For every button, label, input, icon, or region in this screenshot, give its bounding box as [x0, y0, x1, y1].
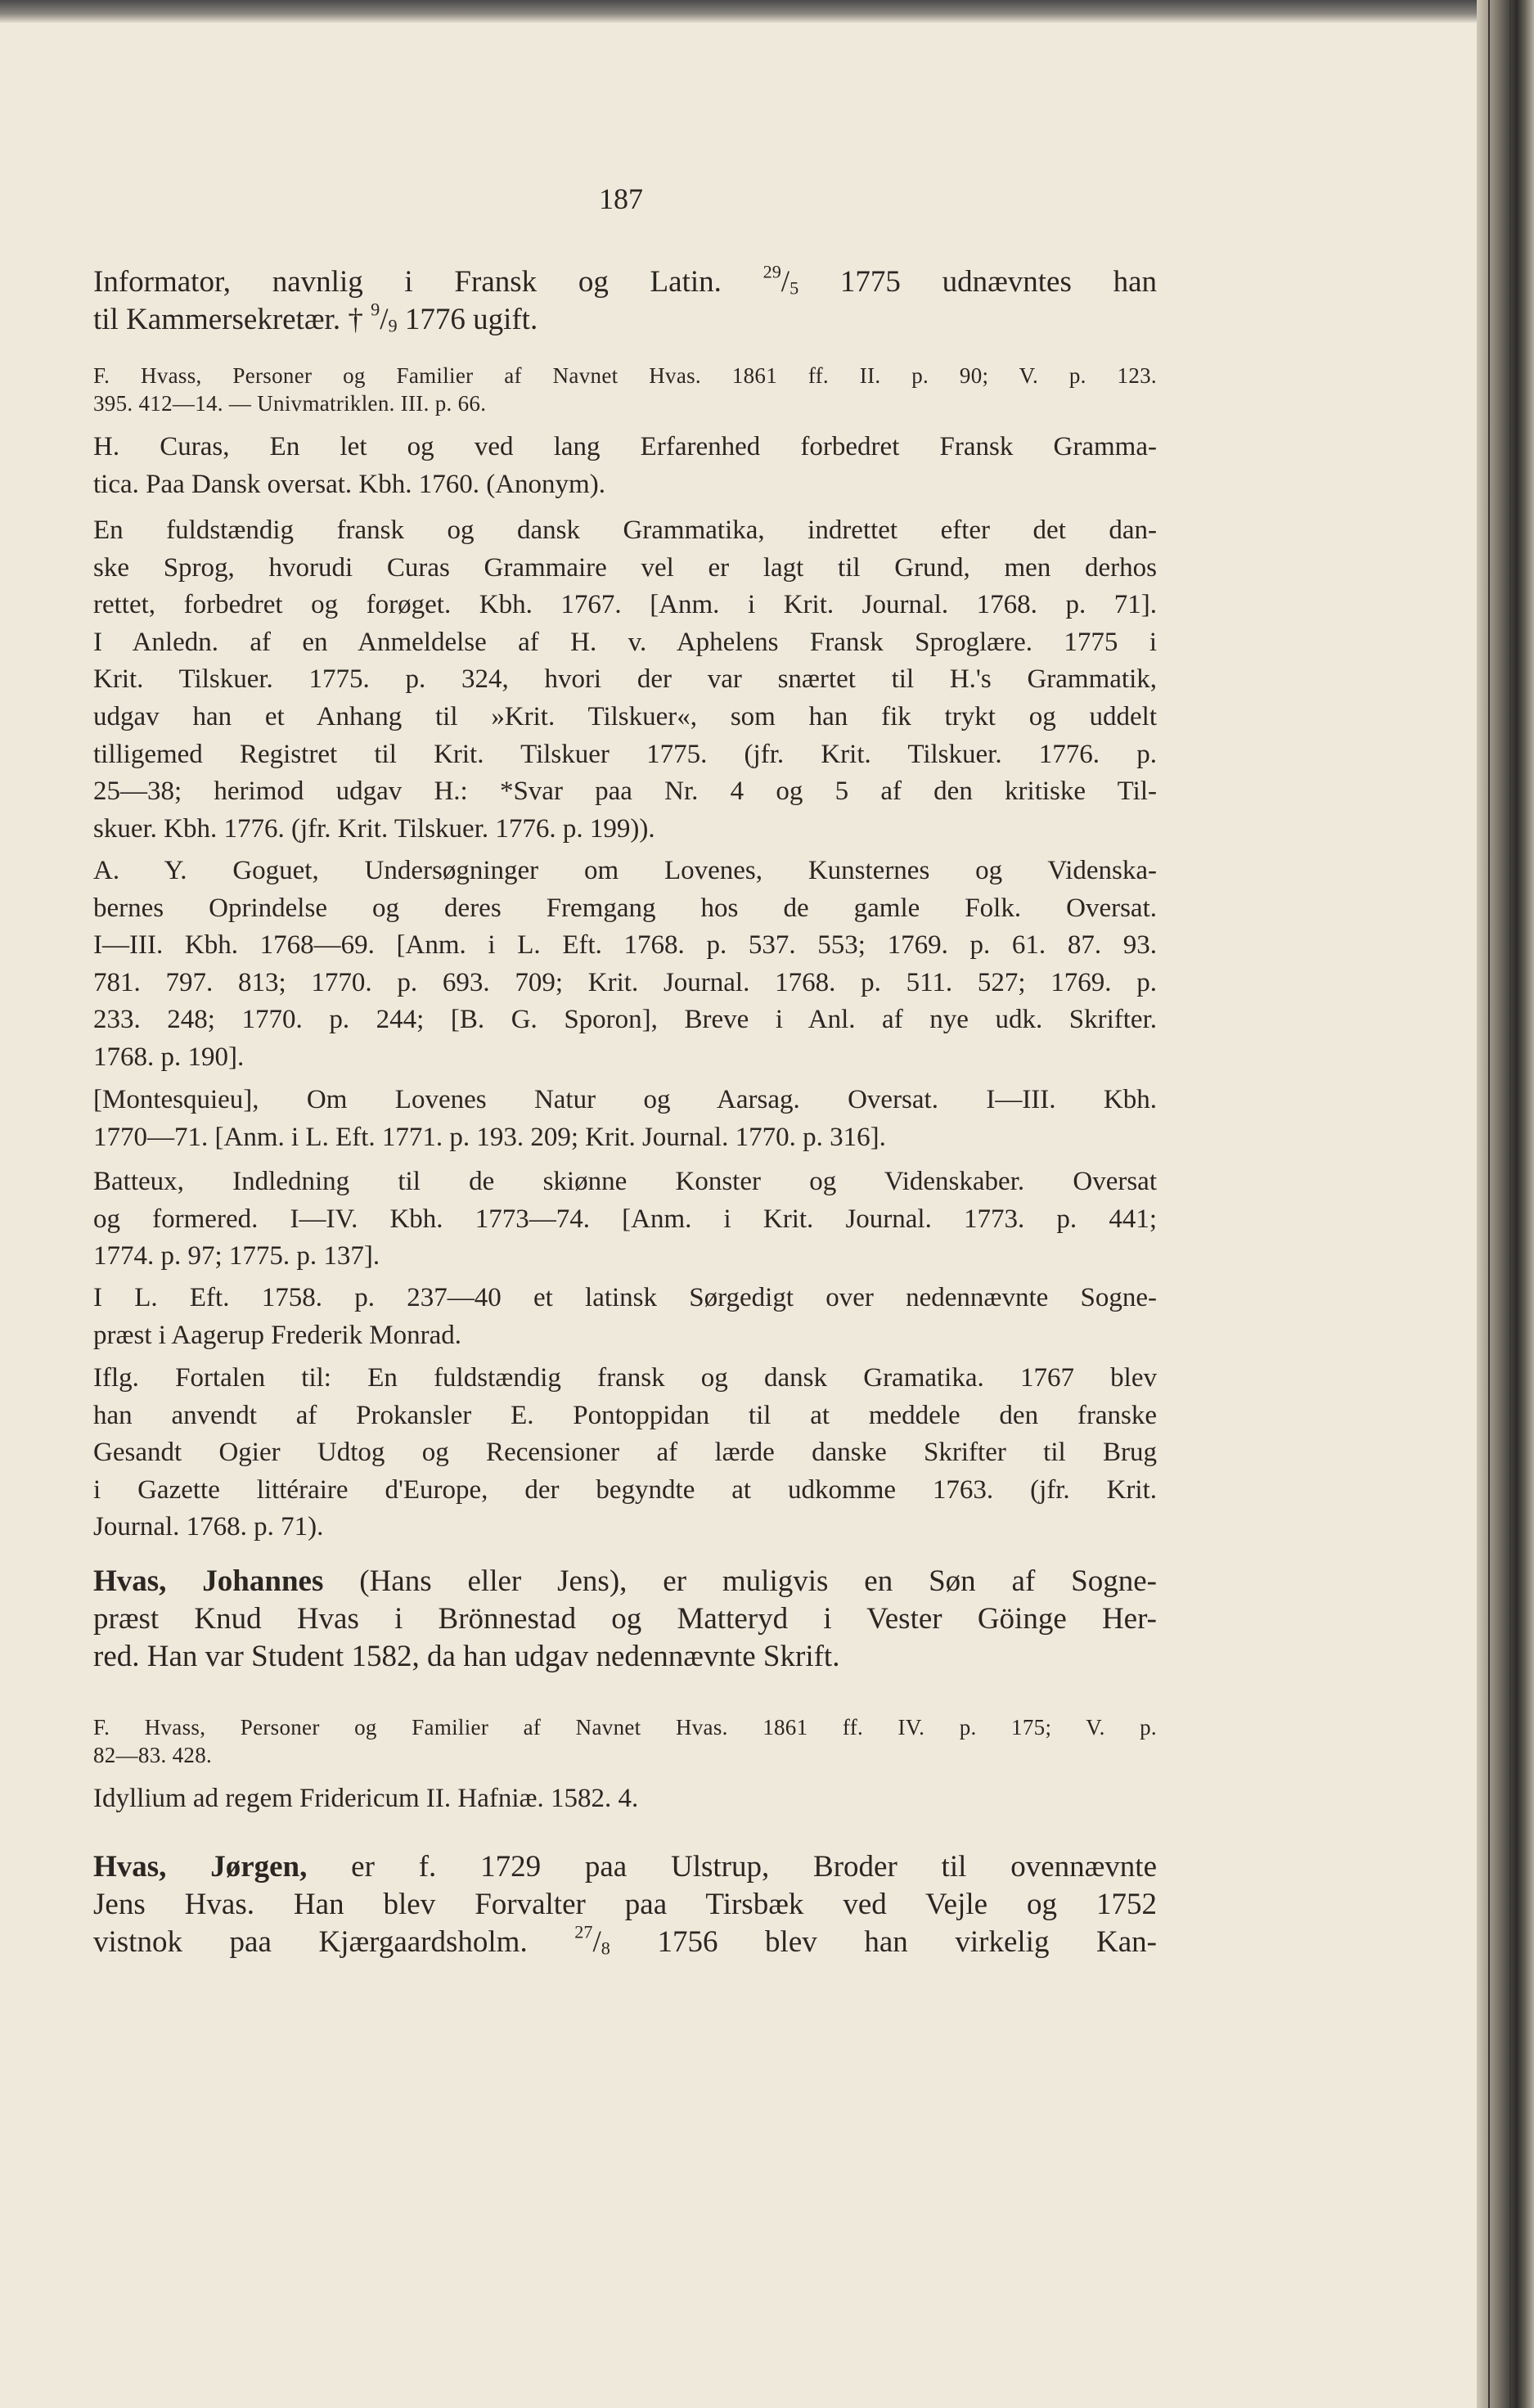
text-line: Gesandt Ogier Udtog og Recensioner af lærde danske Skrifter til Brug	[93, 1438, 1157, 1468]
work-entry	[93, 1780, 1157, 1818]
text-line: A. Y. Goguet, Undersøgninger om Lovenes, Kunsternes og Videnska-	[93, 856, 1157, 885]
work-entry	[93, 1360, 1157, 1546]
text-line: i Gazette littéraire d'Europe, der begyndte at udkomme 1763. (jfr. Krit.	[93, 1474, 1157, 1505]
text-line: I L. Eft. 1758. p. 237—40 et latinsk Sørgedigt over nedennævnte Sogne-	[93, 1283, 1157, 1312]
text-line: Batteux, Indledning til de skiønne Konster og Videnskaber. Oversat	[93, 1167, 1157, 1196]
text-line: Idyllium ad regem Fridericum II. Hafniæ. 1582. 4.	[93, 1784, 639, 1813]
text-line: præst Knud Hvas i Brönnestad og Matteryd i Vester Göinge Her-	[93, 1602, 1157, 1636]
text-line: F. Hvass, Personer og Familier af Navnet Hvas. 1861 ff. II. p. 90; V. p. 123.	[93, 363, 1157, 388]
text-line: til Kammersekretær. † $^9/_9$ 1776 ugift.	[93, 299, 538, 336]
text-line: H. Curas, En let og ved lang Erfarenhed forbedret Fransk Gramma-	[93, 432, 1157, 461]
text-line: Iflg. Fortalen til: En fuldstændig fransk og dansk Gramatika. 1767 blev	[93, 1363, 1157, 1393]
spine-line	[1509, 0, 1511, 2408]
text-line: 1768. p. 190].	[93, 1042, 245, 1072]
text-line: Jens Hvas. Han blev Forvalter paa Tirsbæk ved Vejle og 1752	[93, 1888, 1157, 1921]
text-line: 395. 412—14. — Univmatriklen. III. p. 66.	[93, 391, 487, 416]
text-line: 25—38; herimod udgav H.: *Svar paa Nr. 4 og 5 af den kritiske Til-	[93, 776, 1157, 807]
work-entry	[93, 429, 1157, 503]
text-line: F. Hvass, Personer og Familier af Navnet Hvas. 1861 ff. IV. p. 175; V. p.	[93, 1715, 1157, 1740]
text-line: I Anledn. af en Anmeldelse af H. v. Aphelens Fransk Sproglære. 1775 i	[93, 627, 1157, 657]
text-line: red. Han var Student 1582, da han udgav nedennævnte Skrift.	[93, 1640, 840, 1673]
text-line: bernes Oprindelse og deres Fremgang hos de gamle Folk. Oversat.	[93, 893, 1157, 923]
text-line: Informator, navnlig i Fransk og Latin. $^{29}/_5$ 1775 udnævntes han	[93, 261, 1157, 299]
text-line: tica. Paa Dansk oversat. Kbh. 1760. (Anonym).	[93, 469, 605, 499]
work-entry	[93, 853, 1157, 1077]
text-line: ske Sprog, hvorudi Curas Grammaire vel er lagt til Grund, men derhos	[93, 552, 1157, 583]
text-line: Journal. 1768. p. 71).	[93, 1512, 324, 1542]
text-line: han anvendt af Prokansler E. Pontoppidan til at meddele den franske	[93, 1400, 1157, 1430]
entry-name: Hvas, Jørgen,	[93, 1850, 308, 1884]
text-line: og formered. I—IV. Kbh. 1773—74. [Anm. i Krit. Journal. 1773. p. 441;	[93, 1204, 1157, 1234]
text-line: tilligemed Registret til Krit. Tilskuer 1775. (jfr. Krit. Tilskuer. 1776. p.	[93, 739, 1157, 769]
text-line: 82—83. 428.	[93, 1743, 213, 1767]
text-line: 781. 797. 813; 1770. p. 693. 709; Krit. Journal. 1768. p. 511. 527; 1769. p.	[93, 967, 1157, 997]
text-line: vistnok paa Kjærgaardsholm. $^{27}/_8$ 1756 blev han virkelig Kan-	[93, 1921, 1157, 1959]
biography-entry	[93, 1848, 1157, 1961]
work-entry	[93, 1163, 1157, 1276]
work-entry	[93, 1280, 1157, 1354]
page-number: 187	[599, 182, 643, 215]
text-line: Krit. Tilskuer. 1775. p. 324, hvori der var snærtet til H.'s Grammatik,	[93, 664, 1157, 695]
page-top-edge	[0, 0, 1534, 23]
text-line: [Montesquieu], Om Lovenes Natur og Aarsag. Oversat. I—III. Kbh.	[93, 1085, 1157, 1114]
spine-line	[1488, 0, 1490, 2408]
book-spine	[1477, 0, 1534, 2408]
text-line: skuer. Kbh. 1776. (jfr. Krit. Tilskuer. 1776. p. 199)).	[93, 813, 655, 844]
text-line: I—III. Kbh. 1768—69. [Anm. i L. Eft. 1768. p. 537. 553; 1769. p. 61. 87. 93.	[93, 930, 1157, 961]
text-line: 1774. p. 97; 1775. p. 137].	[93, 1241, 380, 1272]
entry-intro	[93, 263, 1157, 339]
work-entry	[93, 1082, 1157, 1156]
text-line: 1770—71. [Anm. i L. Eft. 1771. p. 193. 209; Krit. Journal. 1770. p. 316].	[93, 1122, 886, 1152]
text-line: En fuldstændig fransk og dansk Grammatika, indrettet efter det dan-	[93, 515, 1157, 545]
text-line: udgav han et Anhang til »Krit. Tilskuer«, som han fik trykt og uddelt	[93, 701, 1157, 731]
text-line: 233. 248; 1770. p. 244; [B. G. Sporon], Breve i Anl. af nye udk. Skrifter.	[93, 1005, 1157, 1035]
entry-name: Hvas, Johannes	[93, 1564, 324, 1598]
biography-entry	[93, 1563, 1157, 1676]
work-entry	[93, 512, 1157, 848]
text-line: rettet, forbedret og forøget. Kbh. 1767. [Anm. i Krit. Journal. 1768. p. 71].	[93, 590, 1157, 620]
source-reference	[93, 362, 1157, 417]
text-line: Hvas, Johannes (Hans eller Jens), er muligvis en Søn af Sogne-	[93, 1564, 1157, 1598]
source-reference	[93, 1713, 1157, 1769]
text-line: Hvas, Jørgen, er f. 1729 paa Ulstrup, Broder til ovennævnte	[93, 1850, 1157, 1884]
text-line: præst i Aagerup Frederik Monrad.	[93, 1320, 461, 1350]
